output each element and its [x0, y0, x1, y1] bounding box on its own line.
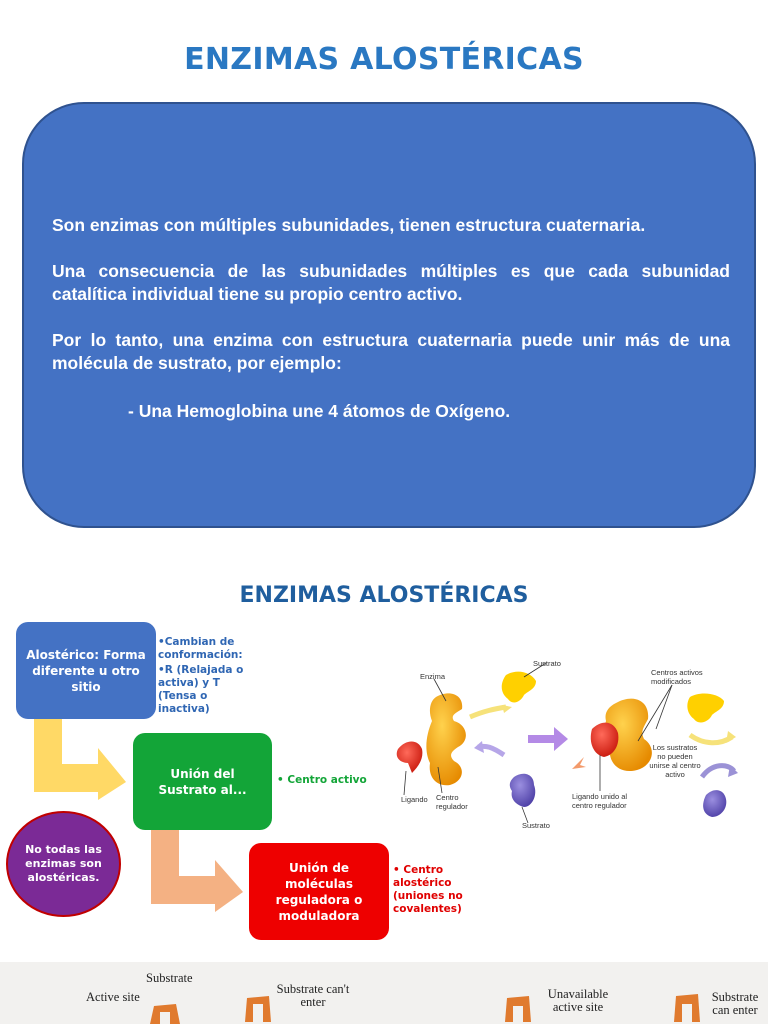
strip-unavailable-label: Unavailable active site: [547, 987, 609, 1014]
slide2-title: ENZIMAS ALOSTÉRICAS: [239, 583, 529, 608]
sustrato-box: Unión del Sustrato al...: [133, 733, 272, 830]
arrow-transition: [528, 727, 568, 751]
definition-example: - Una Hemoglobina une 4 átomos de Oxígeno.: [128, 401, 511, 421]
substrate-yellow-right: [687, 694, 724, 723]
reguladora-note: • Centro alostérico (uniones no covalentes): [393, 864, 463, 915]
alosterico-box: Alostérico: Forma diferente u otro sitio: [16, 622, 156, 719]
arrow-yellow-in: [470, 707, 506, 717]
definition-paragraph-1: Son enzimas con múltiples subunidades, tienen estructura cuaternaria.: [52, 215, 646, 235]
ligand-red-left: [397, 742, 423, 774]
substrate-purple-right: [703, 790, 726, 817]
peach-flow-arrow: [147, 830, 247, 914]
slide1-title: ENZIMAS ALOSTÉRICAS: [184, 42, 584, 77]
bottom-strip: [0, 962, 768, 1024]
definition-paragraph-2: Una consecuencia de las subunidades múltiples es que cada subunidad catalítica individual tiene su propio centro activo.: [52, 261, 730, 304]
label-centros-activos: Centros activos modificados: [651, 668, 703, 686]
label-enzima: Enzima: [420, 672, 446, 681]
reguladora-box: Unión de moléculas reguladora o moduladora: [249, 843, 389, 940]
substrate-purple-bottom: [510, 774, 535, 807]
alostericas-circle: No todas las enzimas son alostéricas.: [6, 811, 121, 917]
label-ligando: Ligando: [401, 795, 428, 804]
definition-box: [22, 102, 756, 528]
strip-active-site-label: Active site: [86, 990, 140, 1004]
label-centro-regulador: Centro regulador: [436, 793, 468, 811]
label-sustrato-top: Sustrato: [533, 659, 561, 668]
label-sustrato-bottom: Sustrato: [522, 821, 550, 830]
open-site-shape-icon: [672, 992, 702, 1024]
alosterico-note-1: •Cambian de conformación:: [158, 636, 243, 661]
unavailable-site-shape-icon: [503, 994, 533, 1024]
strip-substrate-label: Substrate: [146, 971, 193, 985]
active-site-shape-icon: [148, 1002, 182, 1024]
definition-paragraph-3: Por lo tanto, una enzima con estructura cuaternaria puede unir más de una molécula de sustrato, por ejemplo:: [52, 330, 730, 373]
alosterico-note-2: •R (Relajada o activa) y T (Tensa o inactiva): [158, 664, 244, 715]
strip-can-enter-label: Substrate can enter: [711, 990, 759, 1017]
sustrato-note: • Centro activo: [277, 774, 367, 786]
substrate-yellow-top: [502, 672, 536, 703]
label-ligando-unido: Ligando unido al centro regulador: [572, 792, 628, 810]
label-no-pueden: Los sustratos no pueden unirse al centro activo: [649, 743, 701, 779]
enzyme-left-shape: [426, 693, 466, 785]
strip-cant-enter-label: Substrate can't enter: [276, 982, 350, 1009]
yellow-flow-arrow: [30, 718, 130, 802]
